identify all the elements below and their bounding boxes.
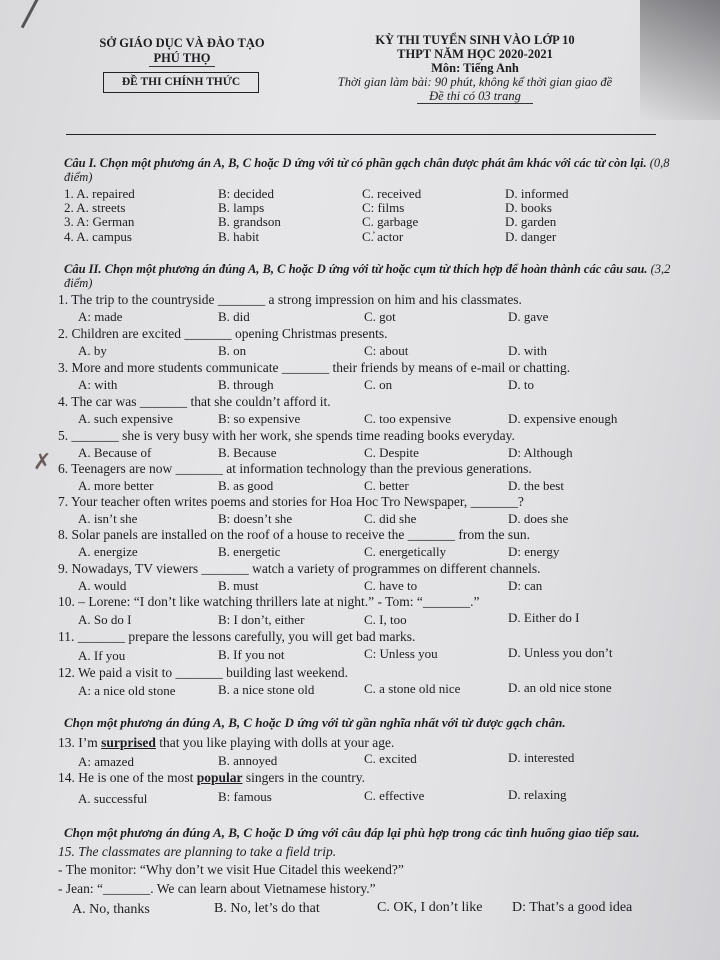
q11-a: A. If you (78, 648, 126, 663)
question-13: 13. I’m surprised that you like playing with dolls at your age. (58, 735, 395, 750)
time-allowed: Thời gian làm bài: 90 phút, không kể thời gian giao đề (337, 75, 613, 89)
part3-instruction: Chọn một phương án đúng A, B, C hoặc D ứng với từ gần nghĩa nhất với từ được gạch chân. (64, 715, 566, 730)
q15-c: C. OK, I don’t like (377, 900, 483, 915)
question-10: 10. – Lorene: “I don’t like watching thrillers late at night.” - Tom: “_______.” (58, 594, 480, 609)
q1-option-b: B: decided (218, 186, 274, 201)
q5-a: A. Because of (78, 445, 152, 460)
q15-a: A. No, thanks (72, 902, 150, 917)
q3-a: A: with (78, 377, 118, 392)
question-4: 4. The car was _______ that she couldn’t afford it. (58, 394, 331, 409)
q3-c: C. on (364, 377, 393, 392)
question-14: 14. He is one of the most popular singers in the country. (58, 770, 365, 785)
q3-d: D. to (508, 377, 534, 392)
q6-b: B. as good (218, 478, 274, 493)
question-12: 12. We paid a visit to _______ building last weekend. (58, 665, 348, 680)
q11-c: C: Unless you (364, 646, 438, 661)
q5-c: C. Despite (364, 445, 419, 460)
q3-option-a: 3. A: German (64, 214, 135, 229)
q11-d: D. Unless you don’t (508, 645, 613, 660)
photo-shadow (640, 0, 720, 120)
q15-monitor-line: - The monitor: “Why don’t we visit Hue Citadel this weekend?” (58, 862, 404, 877)
q8-d: D: energy (508, 544, 560, 559)
q4-option-b: B. habit (218, 229, 260, 244)
q13-a: A: amazed (78, 754, 134, 769)
subject: Môn: Tiếng Anh (431, 61, 519, 75)
q2-option-d: D. books (505, 200, 552, 215)
q14-underlined-word: popular (196, 770, 243, 785)
q2-b: B. on (218, 343, 247, 358)
q7-a: A. isn’t she (78, 511, 138, 526)
school-year: THPT NĂM HỌC 2020-2021 (397, 47, 553, 61)
q1-b: B. did (218, 309, 250, 324)
q9-d: D: can (508, 578, 543, 593)
q3-option-d: D. garden (505, 214, 557, 229)
q4-d: D. expensive enough (508, 411, 618, 426)
q7-d: D. does she (508, 511, 569, 526)
question-1: 1. The trip to the countryside _______ a strong impression on him and his classmates. (58, 292, 522, 307)
q6-d: D. the best (508, 478, 564, 493)
q8-c: C. energetically (364, 544, 447, 559)
q15-b: B. No, let’s do that (214, 901, 320, 916)
question-11: 11. _______ prepare the lessons carefully, you will get bad marks. (58, 629, 416, 644)
pen-mark (21, 0, 42, 28)
q2-c: C: about (364, 343, 409, 358)
q2-option-c: C: films (362, 200, 405, 215)
q3-option-b: B. grandson (218, 214, 281, 229)
q1-option-a: 1. A. repaired (64, 186, 135, 201)
q4-b: B: so expensive (218, 411, 301, 426)
q6-a: A. more better (78, 478, 154, 493)
handwritten-x-mark: ✗ (33, 450, 52, 475)
page-count: Đề thi có 03 trang (417, 89, 533, 104)
q13-d: D. interested (508, 750, 575, 765)
question-5: 5. _______ she is very busy with her work, she spends time reading books everyday. (58, 428, 515, 443)
q3-option-c: C. garbage (362, 214, 419, 229)
q7-b: B: doesn’t she (218, 511, 293, 526)
q1-a: A: made (78, 309, 123, 324)
question-2: 2. Children are excited _______ opening Christmas presents. (58, 326, 388, 341)
province-name: PHÚ THỌ (149, 51, 214, 67)
q13-c: C. excited (364, 751, 417, 766)
q10-a: A. So do I (78, 612, 132, 627)
q12-a: A: a nice old stone (78, 683, 176, 698)
q2-option-a: 2. A. streets (64, 200, 126, 215)
q9-a: A. would (78, 578, 127, 593)
q5-b: B. Because (218, 445, 277, 460)
exam-header (320, 33, 630, 104)
q11-b: B. If you not (218, 647, 285, 662)
q4-a: A. such expensive (78, 411, 173, 426)
q10-b: B: I don’t, either (218, 612, 305, 627)
q14-c: C. effective (364, 788, 425, 803)
q4-option-c: C.̓ actor (362, 229, 404, 244)
q2-option-b: B. lamps (218, 200, 265, 215)
q12-d: D. an old nice stone (508, 680, 612, 695)
q7-c: C. did she (364, 511, 417, 526)
question-3: 3. More and more students communicate _______ their friends by means of e-mail or chatting. (58, 360, 571, 375)
q2-a: A. by (78, 343, 107, 358)
part4-instruction: Chọn một phương án đúng A, B, C hoặc D ứng với câu đáp lại phù hợp trong các tình huống giao tiếp sau. (64, 825, 640, 840)
question-6: 6. Teenagers are now _______ at information technology than the previous generations. (58, 461, 532, 476)
q4-c: C. too expensive (364, 411, 452, 426)
q15-jean-line: - Jean: “_______. We can learn about Vietnamese history.” (58, 881, 376, 896)
part2-instruction: Câu II. Chọn một phương án đúng A, B, C hoặc D ứng với từ hoặc cụm từ thích hợp để hoàn thành các câu sau. (3,2 điểm) (64, 262, 671, 290)
part2-score: (3,2 điểm) (64, 262, 671, 290)
official-exam-box: ĐỀ THI CHÍNH THỨC (103, 72, 259, 93)
q14-a: A. successful (78, 791, 148, 806)
q14-b: B: famous (218, 789, 272, 804)
q5-d: D: Although (508, 445, 573, 460)
q1-option-d: D. informed (505, 186, 569, 201)
q4-option-d: D. danger (505, 229, 557, 244)
q12-c: C. a stone old nice (364, 681, 461, 696)
q1-option-c: C. received (362, 186, 422, 201)
q13-underlined-word: surprised (101, 735, 156, 750)
q6-c: C. better (364, 478, 409, 493)
q10-c: C. I, too (364, 612, 407, 627)
department-name: SỞ GIÁO DỤC VÀ ĐÀO TẠO (99, 36, 265, 50)
question-7: 7. Your teacher often writes poems and stories for Hoa Hoc Tro Newspaper, _______? (58, 494, 524, 509)
q13-b: B. annoyed (218, 753, 278, 768)
q4-option-a: 4. A. campus (64, 229, 132, 244)
exam-title: KỲ THI TUYỂN SINH VÀO LỚP 10 (375, 33, 575, 47)
q8-a: A. energize (78, 544, 138, 559)
q8-b: B. energetic (218, 544, 281, 559)
q12-b: B. a nice stone old (218, 682, 315, 697)
q9-c: C. have to (364, 578, 418, 593)
q14-d: D. relaxing (508, 787, 567, 802)
question-15: 15. The classmates are planning to take a field trip. (58, 844, 337, 859)
part1-instruction: Câu I. Chọn một phương án A, B, C hoặc D ứng với từ có phần gạch chân được phát âm khác với các từ còn lại. (0,8 điểm) (64, 156, 670, 184)
q1-d: D. gave (508, 309, 549, 324)
q15-d: D: That’s a good idea (512, 900, 633, 915)
q10-d: D. Either do I (508, 610, 580, 625)
q1-c: C. got (364, 309, 396, 324)
question-8: 8. Solar panels are installed on the roof of a house to receive the _______ from the sun. (58, 527, 530, 542)
header-divider (66, 134, 656, 135)
q9-b: B. must (218, 578, 259, 593)
part1-score: (0,8 điểm) (64, 156, 670, 184)
department-header (82, 36, 282, 67)
question-9: 9. Nowadays, TV viewers _______ watch a variety of programmes on different channels. (58, 561, 541, 576)
q2-d: D. with (508, 343, 547, 358)
q3-b: B. through (218, 377, 274, 392)
